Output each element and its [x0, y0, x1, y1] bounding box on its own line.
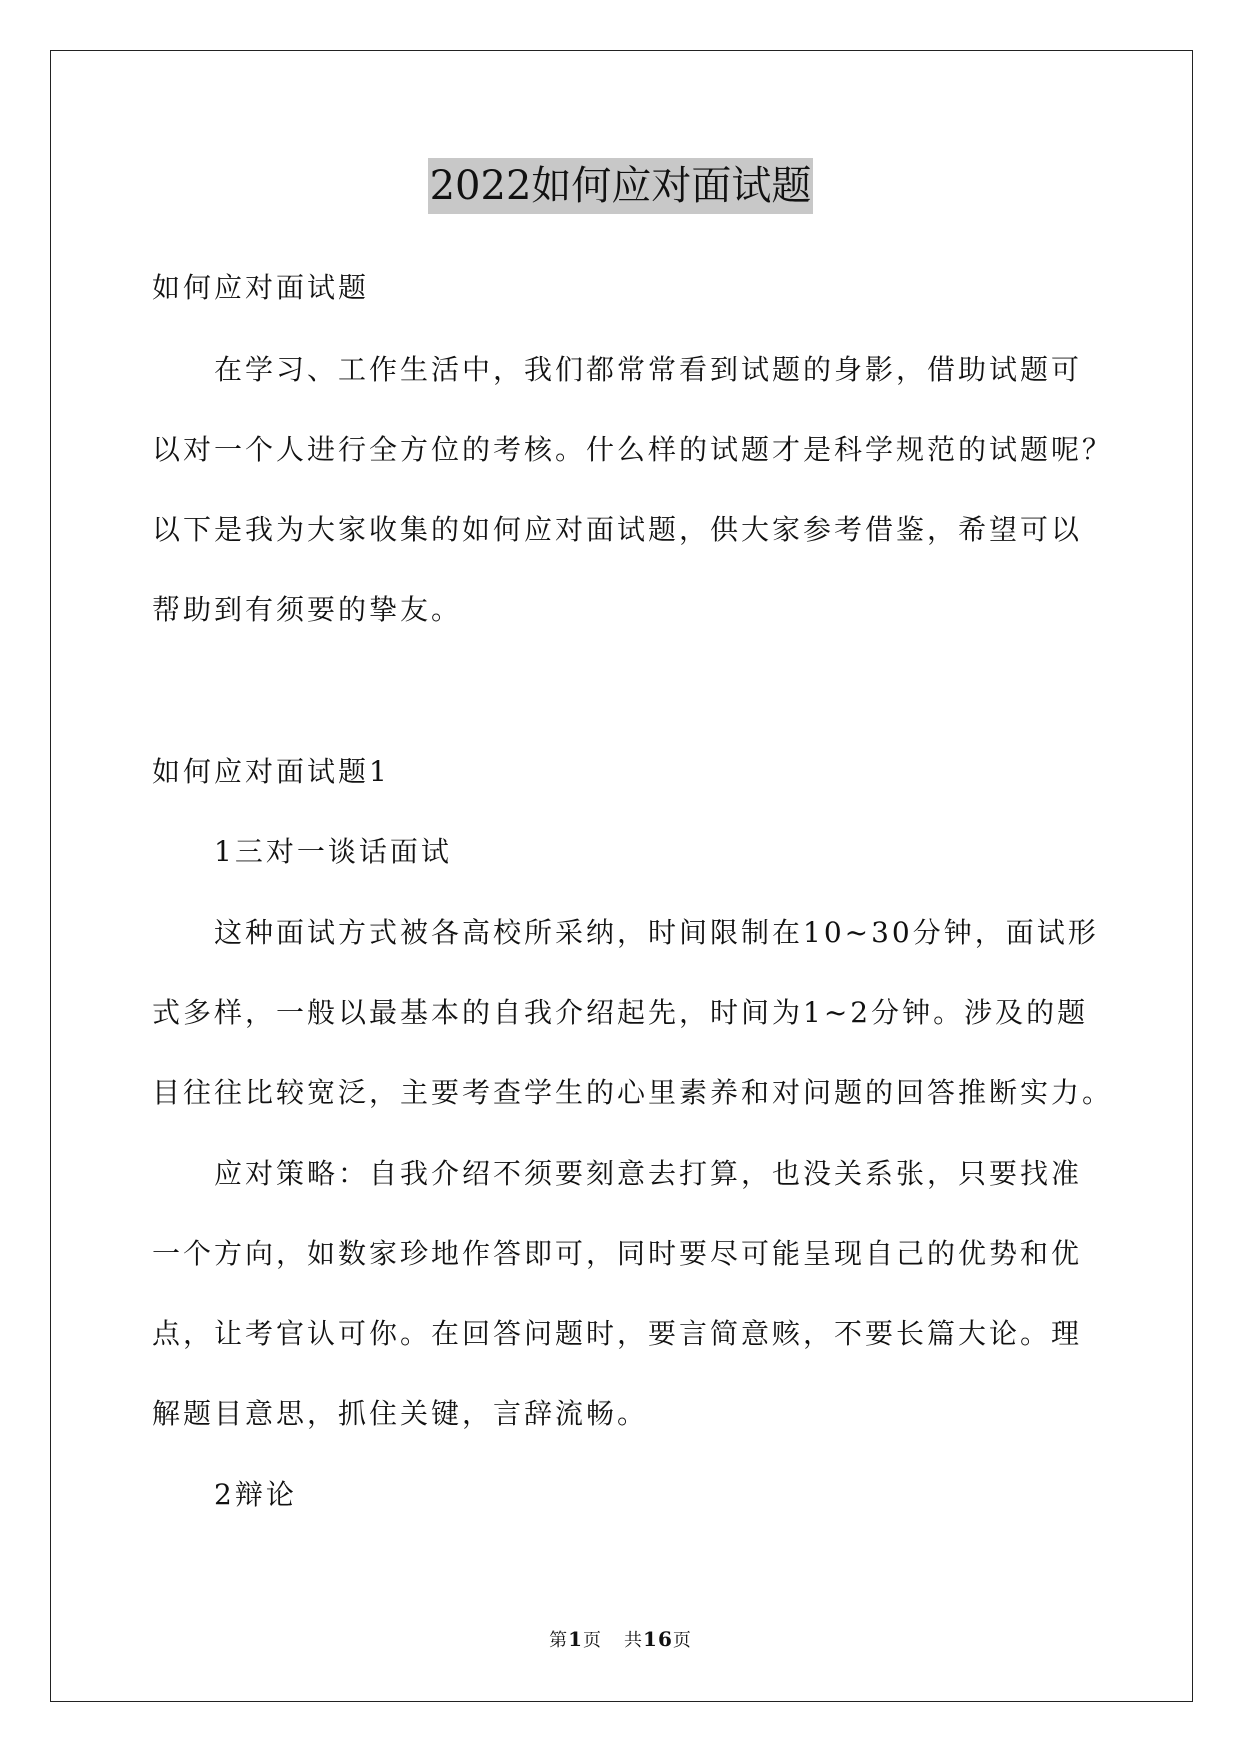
paragraph-line: 式多样，一般以最基本的自我介绍起先，时间为1~2分钟。涉及的题: [152, 996, 1089, 1029]
subsection-heading: 1三对一谈话面试: [214, 835, 452, 868]
page-prefix: 第: [549, 1630, 569, 1651]
paragraph-line: 目往往比较宽泛，主要考查学生的心里素养和对问题的回答推断实力。: [152, 1076, 1114, 1109]
paragraph-line: 以对一个人进行全方位的考核。什么样的试题才是科学规范的试题呢？: [152, 433, 1114, 466]
total-pages: 16: [643, 1627, 673, 1651]
document-title: [0, 158, 1241, 216]
paragraph-line: 这种面试方式被各高校所采纳，时间限制在10~30分钟，面试形: [214, 916, 1099, 949]
page-footer: [0, 1627, 1241, 1653]
paragraph-line: 一个方向，如数家珍地作答即可，同时要尽可能呈现自己的优势和优: [152, 1237, 1083, 1270]
total-unit: 页: [672, 1630, 692, 1651]
document-title-text: 2022如何应对面试题: [428, 158, 814, 214]
paragraph-line: 点，让考官认可你。在回答问题时，要言简意赅，不要长篇大论。理: [152, 1317, 1083, 1350]
paragraph-line: 在学习、工作生活中，我们都常常看到试题的身影，借助试题可: [214, 353, 1083, 386]
subsection-heading: 2辩论: [214, 1478, 297, 1511]
paragraph-line: 帮助到有须要的挚友。: [152, 593, 463, 626]
paragraph-line: 以下是我为大家收集的如何应对面试题，供大家参考借鉴，希望可以: [152, 513, 1083, 546]
paragraph-line: 解题目意思，抓住关键，言辞流畅。: [152, 1397, 649, 1430]
paragraph-line: 应对策略：自我介绍不须要刻意去打算，也没关系张，只要找准: [214, 1157, 1083, 1190]
section-heading: 如何应对面试题1: [152, 755, 390, 788]
section-heading: 如何应对面试题: [152, 271, 370, 304]
page-unit: 页: [583, 1630, 603, 1651]
page-number: 1: [568, 1627, 584, 1651]
total-prefix: 共: [624, 1630, 644, 1651]
